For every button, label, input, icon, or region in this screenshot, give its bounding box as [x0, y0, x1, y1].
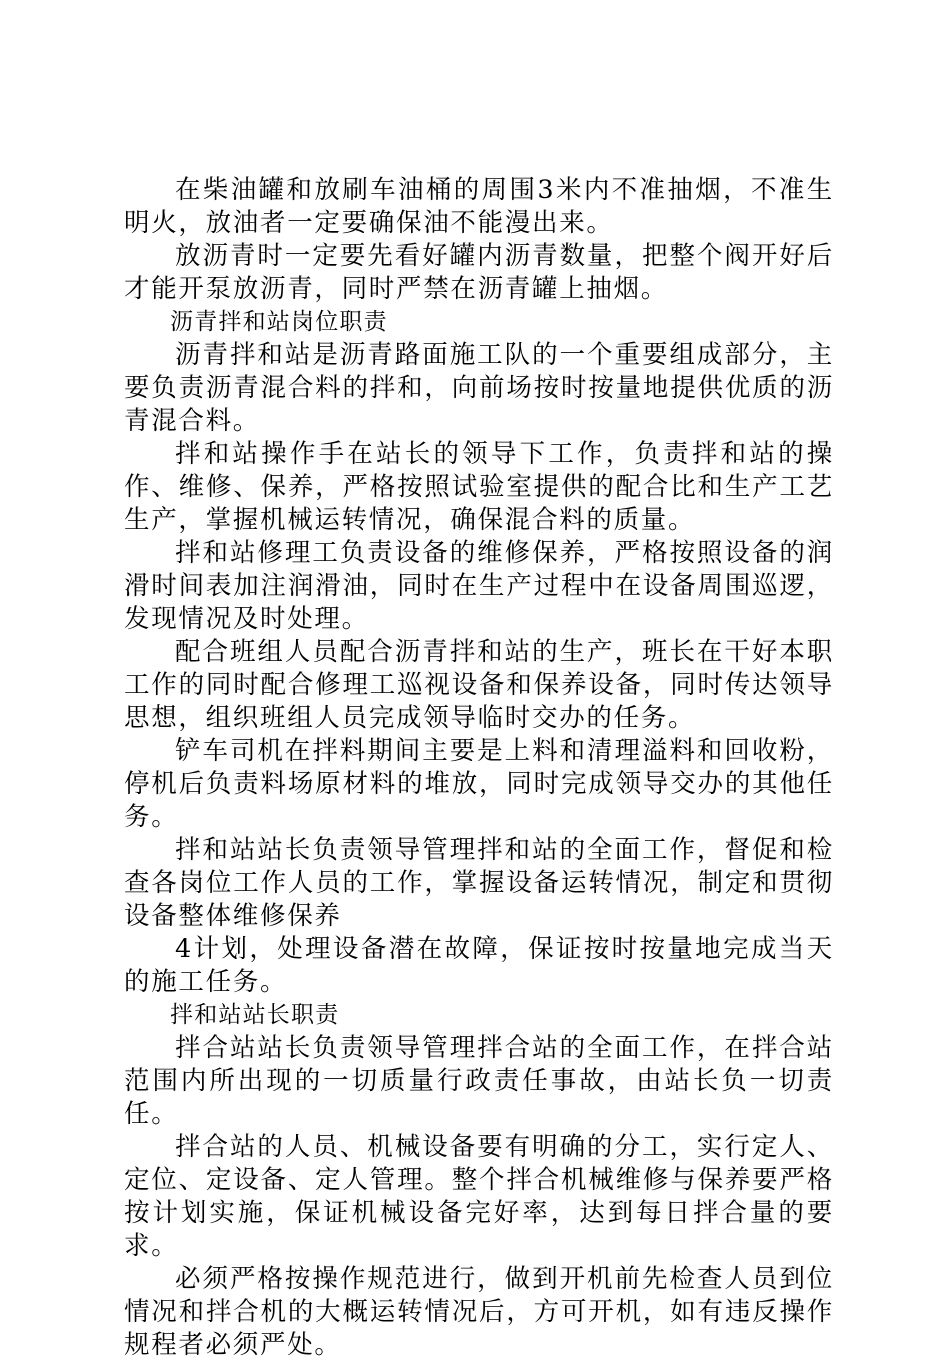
section-heading-manager-responsibilities: 拌和站站长职责 [170, 1002, 340, 1028]
paragraph-repairman-duties: 拌和站修理工负责设备的维修保养，严格按照设备的润滑时间表加注润滑油，同时在生产过程中在设备周围巡逻，发现情况及时处理。 [124, 538, 834, 634]
paragraph-station-manager-plan: 4计划，处理设备潜在故障，保证按时按量地完成当天的施工任务。 [124, 934, 834, 997]
paragraph-loader-driver-duties: 铲车司机在拌料期间主要是上料和清理溢料和回收粉，停机后负责料场原材料的堆放，同时完成领导交办的其他任务。 [124, 736, 834, 832]
paragraph-station-manager-duties: 拌和站站长负责领导管理拌和站的全面工作，督促和检查各岗位工作人员的工作，掌握设备运转情况，制定和贯彻设备整体维修保养 [124, 835, 834, 931]
paragraph-asphalt-release: 放沥青时一定要先看好罐内沥青数量，把整个阀开好后才能开泵放沥青，同时严禁在沥青罐上抽烟。 [124, 241, 834, 304]
paragraph-operating-rules: 必须严格按操作规范进行，做到开机前先检查人员到位情况和拌合机的大概运转情况后，方可开机，如有违反操作规程者必须严处。 [124, 1264, 834, 1360]
paragraph-diesel-safety: 在柴油罐和放刷车油桶的周围3米内不准抽烟，不准生明火，放油者一定要确保油不能漫出来。 [124, 175, 834, 238]
paragraph-station-overview: 沥青拌和站是沥青路面施工队的一个重要组成部分，主要负责沥青混合料的拌和，向前场按时按量地提供优质的沥青混合料。 [124, 340, 834, 436]
paragraph-operator-duties: 拌和站操作手在站长的领导下工作，负责拌和站的操作、维修、保养，严格按照试验室提供的配合比和生产工艺生产，掌握机械运转情况，确保混合料的质量。 [124, 439, 834, 535]
section-heading-station-duties: 沥青拌和站岗位职责 [170, 309, 388, 335]
paragraph-manager-accountability: 拌合站站长负责领导管理拌合站的全面工作，在拌合站范围内所出现的一切质量行政责任事故，由站长负一切责任。 [124, 1033, 834, 1129]
paragraph-division-of-labor: 拌合站的人员、机械设备要有明确的分工，实行定人、定位、定设备、定人管理。整个拌合机械维修与保养要严格按计划实施，保证机械设备完好率，达到每日拌合量的要求。 [124, 1132, 834, 1261]
paragraph-team-duties: 配合班组人员配合沥青拌和站的生产，班长在干好本职工作的同时配合修理工巡视设备和保养设备，同时传达领导思想，组织班组人员完成领导临时交办的任务。 [124, 637, 834, 733]
document-body [124, 174, 834, 1362]
